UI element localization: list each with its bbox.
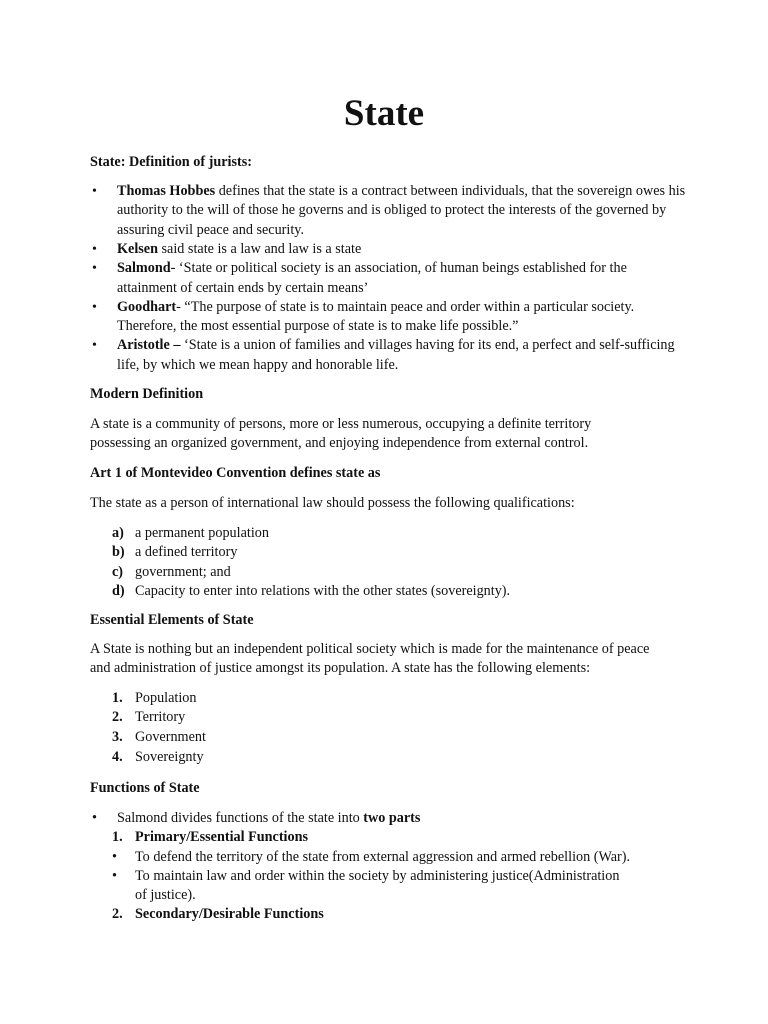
bullet-marker: •	[112, 848, 117, 865]
definitions-list	[90, 182, 690, 375]
secondary-functions-label: Secondary/Desirable Functions	[135, 906, 324, 923]
item-marker: 2.	[112, 906, 123, 923]
definition-item	[90, 182, 690, 240]
definition-item	[90, 336, 690, 375]
function-text: To maintain law and order within the society by administering justice(Administration of justice).	[135, 867, 620, 904]
bullet-marker: •	[92, 299, 97, 315]
functions-list	[90, 809, 690, 925]
qualification-item	[90, 524, 690, 543]
qualification-item	[90, 563, 690, 582]
jurist-name: Goodhart	[117, 298, 177, 315]
elements-section	[90, 611, 690, 630]
definition-text: said state is a law and law is a state	[157, 241, 362, 257]
functions-heading: Functions of State	[90, 780, 200, 796]
functions-intro-item	[90, 809, 690, 828]
definition-item	[90, 259, 690, 298]
definition-content	[117, 182, 690, 240]
item-text: government; and	[135, 563, 231, 580]
item-text: Capacity to enter into relations with the other states (sovereignty).	[135, 582, 511, 599]
montevideo-heading	[90, 464, 690, 483]
functions-section	[90, 779, 690, 798]
elements-heading: Essential Elements of State	[90, 612, 254, 628]
function-text: To defend the territory of the state from external aggression and armed rebellion (War).	[135, 848, 631, 865]
functions-intro-text: Salmond divides functions of the state into	[117, 810, 364, 826]
item-marker: 2.	[112, 709, 123, 726]
definition-text: - ‘State or political society is an association, of human beings established for the attainment of certain ends by certain means’	[117, 260, 627, 296]
element-item	[90, 728, 690, 747]
item-marker: 1.	[112, 829, 123, 846]
montevideo-heading-text: Art 1 of Montevideo Convention defines state as	[90, 465, 381, 481]
elements-list-block	[90, 689, 690, 767]
item-marker: a)	[112, 525, 124, 541]
definition-text: ‘State is a union of families and villages having for its end, a perfect and self-sufficing life, by which we mean happy and honorable life.	[117, 337, 675, 373]
item-marker: 4.	[112, 748, 123, 765]
definitions-list-block	[90, 182, 690, 375]
jurist-name: Kelsen	[117, 241, 158, 257]
modern-definition-section	[90, 385, 690, 404]
item-marker: 1.	[112, 690, 123, 706]
item-text: Territory	[135, 709, 186, 726]
element-item	[90, 708, 690, 727]
bullet-marker: •	[92, 242, 97, 257]
definition-item	[90, 298, 690, 337]
modern-definition-text: A state is a community of persons, more or less numerous, occupying a definite territory possessing an organized government, and enjoying independence from external control.	[90, 416, 592, 452]
item-marker: 3.	[112, 728, 123, 745]
bullet-marker: •	[92, 261, 97, 277]
item-text: Sovereignty	[135, 748, 204, 765]
jurist-name: Thomas Hobbes	[117, 183, 216, 199]
definition-content	[117, 336, 690, 375]
bullet-marker: •	[92, 338, 97, 354]
qualification-item	[90, 543, 690, 562]
primary-functions-label: Primary/Essential Functions	[135, 829, 309, 846]
bullet-marker: •	[92, 184, 97, 199]
modern-definition-heading: Modern Definition	[90, 386, 204, 402]
elements-intro: A State is nothing but an independent political society which is made for the maintenance of peace and administration of justice amongst its population. A state has the following elements:	[90, 641, 650, 677]
definition-content	[117, 259, 690, 298]
definition-text: defines that the state is a contract between individuals, that the sovereign owes his authority to the will of those he governs and is obliged to protect the interests of the governed by assuring civil peace and security.	[117, 183, 686, 238]
primary-function-detail	[90, 867, 690, 906]
jurist-name: Aristotle –	[117, 337, 181, 354]
elements-list	[90, 689, 690, 767]
item-marker: d)	[112, 582, 125, 599]
item-text: a permanent population	[135, 525, 269, 541]
jurist-name: Salmond	[117, 260, 171, 277]
qualifications-list	[90, 524, 690, 601]
element-item	[90, 689, 690, 708]
item-text: a defined territory	[135, 544, 238, 561]
definition-text: - “The purpose of state is to maintain peace and order within a particular society. Therefore, the most essential purpose of state is to make life possible.”	[117, 298, 635, 335]
definition-item	[90, 240, 690, 259]
qualifications-list-block	[90, 524, 690, 601]
qualification-item	[90, 582, 690, 601]
definitions-heading: State: Definition of jurists:	[90, 154, 252, 170]
functions-intro-bold: two parts	[363, 810, 421, 826]
primary-function-detail	[90, 848, 690, 867]
definition-content	[117, 298, 690, 337]
element-item	[90, 748, 690, 767]
definition-content	[117, 240, 690, 259]
bullet-marker: •	[92, 810, 97, 826]
definitions-section	[90, 153, 690, 172]
secondary-functions-item	[90, 905, 690, 924]
bullet-marker: •	[112, 867, 117, 884]
item-text: Government	[135, 728, 206, 745]
functions-list-block	[90, 809, 690, 925]
item-text: Population	[135, 690, 197, 706]
item-marker: b)	[112, 544, 125, 561]
page-title: State	[343, 93, 425, 134]
montevideo-intro: The state as a person of international law should possess the following qualifications:	[90, 495, 575, 511]
item-marker: c)	[112, 563, 124, 580]
primary-functions-item	[90, 828, 690, 847]
